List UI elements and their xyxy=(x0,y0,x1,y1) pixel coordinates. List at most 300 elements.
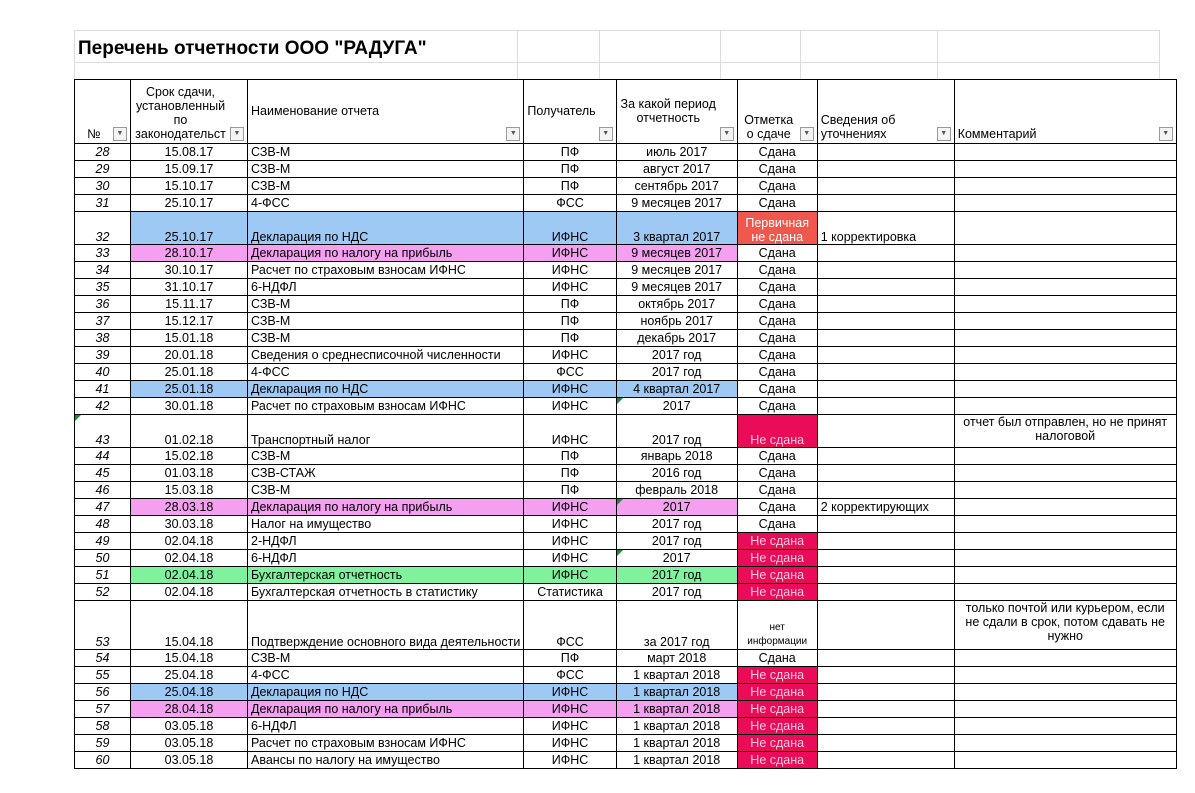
header-deadline xyxy=(131,80,248,144)
cell-period[interactable]: октябрь 2017 xyxy=(616,296,737,313)
filter-dropdown-icon[interactable]: ▼ xyxy=(720,127,734,141)
cell-comment[interactable] xyxy=(954,482,1176,499)
cell-name[interactable]: СЗВ-М xyxy=(248,178,524,195)
cell-clarify[interactable] xyxy=(817,550,954,567)
cell-comment[interactable] xyxy=(954,448,1176,465)
cell-comment[interactable] xyxy=(954,330,1176,347)
cell-name[interactable]: СЗВ-М xyxy=(248,482,524,499)
cell-date[interactable]: 02.04.18 xyxy=(131,567,248,584)
header-period xyxy=(616,80,737,144)
cell-name[interactable]: Декларация по налогу на прибыль xyxy=(248,245,524,262)
cell-date[interactable]: 28.10.17 xyxy=(131,245,248,262)
cell-comment[interactable] xyxy=(954,567,1176,584)
cell-recipient[interactable]: ИФНС xyxy=(524,245,616,262)
cell-recipient[interactable]: Статистика xyxy=(524,584,616,601)
cell-num[interactable]: 33 xyxy=(75,245,131,262)
cell-name[interactable]: 6-НДФЛ xyxy=(248,279,524,296)
cell-date[interactable]: 02.04.18 xyxy=(131,584,248,601)
cell-mark[interactable]: Сдана xyxy=(737,650,817,667)
cell-mark[interactable]: Сдана xyxy=(737,144,817,161)
cell-comment[interactable] xyxy=(954,178,1176,195)
cell-period[interactable]: 2017 год xyxy=(616,347,737,364)
cell-num[interactable]: 46 xyxy=(75,482,131,499)
cell-num[interactable]: 44 xyxy=(75,448,131,465)
cell-comment[interactable]: только почтой или курьером, если не сдали в срок, потом сдавать не нужно xyxy=(954,601,1176,650)
cell-comment[interactable] xyxy=(954,144,1176,161)
cell-recipient[interactable]: ПФ xyxy=(524,296,616,313)
cell-clarify[interactable] xyxy=(817,381,954,398)
cell-clarify[interactable] xyxy=(817,364,954,381)
cell-date[interactable]: 25.10.17 xyxy=(131,195,248,212)
cell-name[interactable]: Декларация по НДС xyxy=(248,212,524,245)
cell-comment[interactable] xyxy=(954,364,1176,381)
cell-num[interactable]: 45 xyxy=(75,465,131,482)
table-row xyxy=(75,245,1177,262)
cell-mark[interactable]: Сдана xyxy=(737,448,817,465)
cell-comment[interactable] xyxy=(954,262,1176,279)
cell-date[interactable]: 02.04.18 xyxy=(131,533,248,550)
cell-mark[interactable]: Сдана xyxy=(737,381,817,398)
header-recipient xyxy=(524,80,616,144)
cell-num[interactable]: 35 xyxy=(75,279,131,296)
filter-dropdown-icon[interactable]: ▼ xyxy=(599,127,613,141)
cell-comment[interactable] xyxy=(954,550,1176,567)
cell-recipient[interactable]: ИФНС xyxy=(524,684,616,701)
cell-period[interactable]: 2017 год xyxy=(616,364,737,381)
cell-name[interactable]: 4-ФСС xyxy=(248,364,524,381)
cell-mark[interactable]: Сдана xyxy=(737,398,817,415)
header-clarify-label: Сведения об уточнениях xyxy=(820,113,896,141)
cell-recipient[interactable]: ИФНС xyxy=(524,718,616,735)
filter-dropdown-icon[interactable]: ▼ xyxy=(506,127,520,141)
cell-comment[interactable] xyxy=(954,701,1176,718)
cell-date[interactable]: 25.10.17 xyxy=(131,212,248,245)
cell-date[interactable]: 15.11.17 xyxy=(131,296,248,313)
cell-comment[interactable]: отчет был отправлен, но не принят налоговой xyxy=(954,415,1176,448)
cell-date[interactable]: 30.10.17 xyxy=(131,262,248,279)
cell-num[interactable]: 48 xyxy=(75,516,131,533)
table-row xyxy=(75,144,1177,161)
cell-name[interactable]: Бухгалтерская отчетность в статистику xyxy=(248,584,524,601)
cell-clarify[interactable] xyxy=(817,448,954,465)
cell-recipient[interactable]: ИФНС xyxy=(524,262,616,279)
cell-comment[interactable] xyxy=(954,161,1176,178)
cell-mark[interactable]: Сдана xyxy=(737,516,817,533)
table-row xyxy=(75,601,1177,650)
cell-mark[interactable]: Не сдана xyxy=(737,718,817,735)
cell-period[interactable]: 2017 год xyxy=(616,567,737,584)
cell-mark[interactable]: Сдана xyxy=(737,347,817,364)
cell-mark[interactable]: Сдана xyxy=(737,161,817,178)
cell-recipient[interactable]: ИФНС xyxy=(524,701,616,718)
header-recipient-label: Получатель xyxy=(527,103,596,118)
cell-comment[interactable] xyxy=(954,650,1176,667)
cell-date[interactable]: 31.10.17 xyxy=(131,279,248,296)
cell-clarify[interactable] xyxy=(817,735,954,752)
filter-dropdown-icon[interactable]: ▼ xyxy=(113,127,127,141)
cell-date[interactable]: 15.09.17 xyxy=(131,161,248,178)
cell-date[interactable]: 25.01.18 xyxy=(131,381,248,398)
cell-num[interactable]: 57 xyxy=(75,701,131,718)
cell-clarify[interactable] xyxy=(817,567,954,584)
filter-dropdown-icon[interactable]: ▼ xyxy=(800,127,814,141)
cell-period[interactable]: 2017 год xyxy=(616,533,737,550)
header-period-label: За какой период отчетность xyxy=(620,96,716,125)
cell-recipient[interactable]: ИФНС xyxy=(524,516,616,533)
cell-comment[interactable] xyxy=(954,465,1176,482)
cell-period[interactable]: 1 квартал 2018 xyxy=(616,718,737,735)
cell-recipient[interactable]: ИФНС xyxy=(524,735,616,752)
cell-clarify[interactable] xyxy=(817,415,954,448)
cell-comment[interactable] xyxy=(954,347,1176,364)
cell-clarify[interactable] xyxy=(817,398,954,415)
cell-recipient[interactable]: ПФ xyxy=(524,482,616,499)
cell-mark[interactable]: Не сдана xyxy=(737,415,817,448)
filter-dropdown-icon[interactable]: ▼ xyxy=(1159,127,1173,141)
header-mark xyxy=(737,80,817,144)
cell-num[interactable]: 37 xyxy=(75,313,131,330)
cell-clarify[interactable] xyxy=(817,684,954,701)
cell-name[interactable]: Сведения о среднесписочной численности xyxy=(248,347,524,364)
cell-name[interactable]: СЗВ-М xyxy=(248,296,524,313)
cell-name[interactable]: Расчет по страховым взносам ИФНС xyxy=(248,262,524,279)
cell-mark[interactable]: Сдана xyxy=(737,330,817,347)
cell-mark[interactable]: Не сдана xyxy=(737,701,817,718)
cell-name[interactable]: СЗВ-М xyxy=(248,144,524,161)
cell-comment[interactable] xyxy=(954,533,1176,550)
cell-comment[interactable] xyxy=(954,245,1176,262)
cell-num[interactable]: 34 xyxy=(75,262,131,279)
cell-period[interactable]: 9 месяцев 2017 xyxy=(616,262,737,279)
cell-name[interactable]: СЗВ-СТАЖ xyxy=(248,465,524,482)
cell-period[interactable]: за 2017 год xyxy=(616,601,737,650)
cell-period[interactable]: 2017 год xyxy=(616,516,737,533)
cell-recipient[interactable]: ФСС xyxy=(524,195,616,212)
cell-period[interactable]: 2017 год xyxy=(616,415,737,448)
cell-clarify[interactable] xyxy=(817,465,954,482)
cell-date[interactable]: 15.04.18 xyxy=(131,601,248,650)
cell-mark[interactable]: Сдана xyxy=(737,364,817,381)
cell-num[interactable]: 55 xyxy=(75,667,131,684)
cell-comment[interactable] xyxy=(954,499,1176,516)
sort-filter-icon[interactable]: ▼ xyxy=(230,127,244,141)
cell-recipient[interactable]: ИФНС xyxy=(524,499,616,516)
cell-comment[interactable] xyxy=(954,313,1176,330)
cell-recipient[interactable]: ИФНС xyxy=(524,279,616,296)
cell-name[interactable]: СЗВ-М xyxy=(248,650,524,667)
cell-clarify[interactable] xyxy=(817,330,954,347)
cell-comment[interactable] xyxy=(954,279,1176,296)
cell-recipient[interactable]: ПФ xyxy=(524,465,616,482)
cell-num[interactable]: 59 xyxy=(75,735,131,752)
cell-date[interactable]: 15.02.18 xyxy=(131,448,248,465)
cell-period[interactable]: 9 месяцев 2017 xyxy=(616,245,737,262)
cell-period[interactable]: февраль 2018 xyxy=(616,482,737,499)
cell-comment[interactable] xyxy=(954,718,1176,735)
cell-clarify[interactable] xyxy=(817,482,954,499)
cell-num[interactable]: 52 xyxy=(75,584,131,601)
cell-recipient[interactable]: ИФНС xyxy=(524,347,616,364)
cell-clarify[interactable] xyxy=(817,516,954,533)
cell-comment[interactable] xyxy=(954,667,1176,684)
cell-num[interactable]: 50 xyxy=(75,550,131,567)
cell-period[interactable]: 9 месяцев 2017 xyxy=(616,195,737,212)
cell-mark[interactable]: Не сдана xyxy=(737,684,817,701)
cell-clarify[interactable] xyxy=(817,718,954,735)
cell-num[interactable]: 43 xyxy=(75,415,131,448)
cell-recipient[interactable]: ИФНС xyxy=(524,381,616,398)
cell-date[interactable]: 25.01.18 xyxy=(131,364,248,381)
cell-recipient[interactable]: ИФНС xyxy=(524,752,616,769)
cell-recipient[interactable]: ИФНС xyxy=(524,550,616,567)
cell-comment[interactable] xyxy=(954,735,1176,752)
cell-num[interactable]: 41 xyxy=(75,381,131,398)
gridline xyxy=(74,30,75,79)
cell-num[interactable]: 42 xyxy=(75,398,131,415)
cell-name[interactable]: Декларация по НДС xyxy=(248,684,524,701)
cell-mark[interactable]: Сдана xyxy=(737,313,817,330)
cell-name[interactable]: 4-ФСС xyxy=(248,667,524,684)
header-comment xyxy=(954,80,1176,144)
cell-name[interactable]: Транспортный налог xyxy=(248,415,524,448)
cell-date[interactable]: 15.10.17 xyxy=(131,178,248,195)
cell-name[interactable]: 6-НДФЛ xyxy=(248,718,524,735)
cell-date[interactable]: 15.08.17 xyxy=(131,144,248,161)
cell-period[interactable]: ноябрь 2017 xyxy=(616,313,737,330)
cell-num[interactable]: 36 xyxy=(75,296,131,313)
cell-clarify[interactable] xyxy=(817,178,954,195)
cell-date[interactable]: 28.04.18 xyxy=(131,701,248,718)
cell-recipient[interactable]: ФСС xyxy=(524,667,616,684)
cell-mark[interactable]: Сдана xyxy=(737,178,817,195)
cell-period[interactable]: 1 квартал 2018 xyxy=(616,684,737,701)
cell-period[interactable]: 1 квартал 2018 xyxy=(616,752,737,769)
cell-clarify[interactable] xyxy=(817,245,954,262)
cell-date[interactable]: 03.05.18 xyxy=(131,735,248,752)
cell-mark[interactable]: Сдана xyxy=(737,482,817,499)
header-num xyxy=(75,80,131,144)
cell-date[interactable]: 25.04.18 xyxy=(131,667,248,684)
cell-num[interactable]: 53 xyxy=(75,601,131,650)
cell-mark[interactable]: Сдана xyxy=(737,465,817,482)
cell-recipient[interactable]: ПФ xyxy=(524,650,616,667)
cell-name[interactable]: 6-НДФЛ xyxy=(248,550,524,567)
cell-mark[interactable]: Сдана xyxy=(737,195,817,212)
cell-comment[interactable] xyxy=(954,381,1176,398)
cell-num[interactable]: 39 xyxy=(75,347,131,364)
cell-period[interactable]: 2017 xyxy=(616,499,737,516)
cell-date[interactable]: 28.03.18 xyxy=(131,499,248,516)
cell-clarify[interactable] xyxy=(817,701,954,718)
cell-period[interactable]: январь 2018 xyxy=(616,448,737,465)
cell-name[interactable]: Декларация по НДС xyxy=(248,381,524,398)
cell-mark[interactable]: Не сдана xyxy=(737,550,817,567)
cell-recipient[interactable]: ИФНС xyxy=(524,415,616,448)
cell-mark[interactable]: Не сдана xyxy=(737,533,817,550)
cell-mark[interactable]: нет информации xyxy=(737,601,817,650)
cell-name[interactable]: СЗВ-М xyxy=(248,313,524,330)
cell-name[interactable]: Авансы по налогу на имущество xyxy=(248,752,524,769)
cell-name[interactable]: Подтверждение основного вида деятельности xyxy=(248,601,524,650)
header-deadline-label: Срок сдачи, установленный по законодательст xyxy=(135,85,226,141)
cell-period[interactable]: 2017 xyxy=(616,550,737,567)
cell-mark[interactable]: Не сдана xyxy=(737,735,817,752)
cell-clarify[interactable] xyxy=(817,195,954,212)
cell-recipient[interactable]: ПФ xyxy=(524,161,616,178)
cell-clarify[interactable]: 1 корректировка xyxy=(817,212,954,245)
cell-period[interactable]: 1 квартал 2018 xyxy=(616,667,737,684)
cell-clarify[interactable] xyxy=(817,752,954,769)
cell-comment[interactable] xyxy=(954,516,1176,533)
cell-comment[interactable] xyxy=(954,195,1176,212)
cell-clarify[interactable] xyxy=(817,667,954,684)
cell-clarify[interactable] xyxy=(817,533,954,550)
cell-mark[interactable]: Сдана xyxy=(737,279,817,296)
cell-name[interactable]: Расчет по страховым взносам ИФНС xyxy=(248,398,524,415)
cell-name[interactable]: Налог на имущество xyxy=(248,516,524,533)
cell-period[interactable]: 2017 год xyxy=(616,584,737,601)
cell-name[interactable]: Бухгалтерская отчетность xyxy=(248,567,524,584)
cell-comment[interactable] xyxy=(954,684,1176,701)
table-row xyxy=(75,161,1177,178)
cell-clarify[interactable] xyxy=(817,584,954,601)
cell-recipient[interactable]: ПФ xyxy=(524,144,616,161)
cell-period[interactable]: июль 2017 xyxy=(616,144,737,161)
cell-comment[interactable] xyxy=(954,212,1176,245)
cell-num[interactable]: 58 xyxy=(75,718,131,735)
cell-mark[interactable]: Сдана xyxy=(737,245,817,262)
cell-recipient[interactable]: ПФ xyxy=(524,178,616,195)
cell-recipient[interactable]: ИФНС xyxy=(524,212,616,245)
cell-date[interactable]: 15.03.18 xyxy=(131,482,248,499)
cell-period[interactable]: 2017 xyxy=(616,398,737,415)
cell-period[interactable]: 3 квартал 2017 xyxy=(616,212,737,245)
filter-dropdown-icon[interactable]: ▼ xyxy=(937,127,951,141)
cell-comment[interactable] xyxy=(954,584,1176,601)
cell-name[interactable]: СЗВ-М xyxy=(248,330,524,347)
cell-num[interactable]: 54 xyxy=(75,650,131,667)
cell-mark[interactable]: Не сдана xyxy=(737,752,817,769)
gridline xyxy=(720,30,721,79)
cell-num[interactable]: 38 xyxy=(75,330,131,347)
cell-clarify[interactable] xyxy=(817,347,954,364)
cell-comment[interactable] xyxy=(954,752,1176,769)
cell-period[interactable]: 9 месяцев 2017 xyxy=(616,279,737,296)
cell-period[interactable]: 1 квартал 2018 xyxy=(616,701,737,718)
cell-name[interactable]: Расчет по страховым взносам ИФНС xyxy=(248,735,524,752)
cell-name[interactable]: СЗВ-М xyxy=(248,448,524,465)
cell-date[interactable]: 30.01.18 xyxy=(131,398,248,415)
cell-num[interactable]: 49 xyxy=(75,533,131,550)
cell-comment[interactable] xyxy=(954,398,1176,415)
cell-mark[interactable]: Сдана xyxy=(737,296,817,313)
table-row xyxy=(75,533,1177,550)
cell-mark[interactable]: Не сдана xyxy=(737,584,817,601)
cell-num[interactable]: 32 xyxy=(75,212,131,245)
gridline xyxy=(599,30,600,79)
gridline xyxy=(74,30,1160,31)
cell-period[interactable]: 1 квартал 2018 xyxy=(616,735,737,752)
table-row xyxy=(75,516,1177,533)
cell-num[interactable]: 30 xyxy=(75,178,131,195)
cell-mark[interactable]: Сдана xyxy=(737,262,817,279)
table-row xyxy=(75,667,1177,684)
cell-num[interactable]: 60 xyxy=(75,752,131,769)
table-row xyxy=(75,499,1177,516)
table-row xyxy=(75,415,1177,448)
cell-date[interactable]: 03.05.18 xyxy=(131,752,248,769)
cell-recipient[interactable]: ФСС xyxy=(524,364,616,381)
cell-name[interactable]: 4-ФСС xyxy=(248,195,524,212)
cell-period[interactable]: декабрь 2017 xyxy=(616,330,737,347)
cell-date[interactable]: 03.05.18 xyxy=(131,718,248,735)
cell-date[interactable]: 02.04.18 xyxy=(131,550,248,567)
cell-num[interactable]: 29 xyxy=(75,161,131,178)
cell-date[interactable]: 25.04.18 xyxy=(131,684,248,701)
cell-comment[interactable] xyxy=(954,296,1176,313)
cell-clarify[interactable] xyxy=(817,296,954,313)
cell-num[interactable]: 31 xyxy=(75,195,131,212)
cell-period[interactable]: 4 квартал 2017 xyxy=(616,381,737,398)
cell-date[interactable]: 15.04.18 xyxy=(131,650,248,667)
cell-name[interactable]: 2-НДФЛ xyxy=(248,533,524,550)
cell-num[interactable]: 28 xyxy=(75,144,131,161)
cell-date[interactable]: 20.01.18 xyxy=(131,347,248,364)
cell-num[interactable]: 56 xyxy=(75,684,131,701)
cell-clarify[interactable] xyxy=(817,313,954,330)
cell-recipient[interactable]: ПФ xyxy=(524,448,616,465)
cell-recipient[interactable]: ИФНС xyxy=(524,567,616,584)
cell-recipient[interactable]: ФСС xyxy=(524,601,616,650)
header-clarify xyxy=(817,80,954,144)
cell-clarify[interactable] xyxy=(817,601,954,650)
cell-recipient[interactable]: ПФ xyxy=(524,313,616,330)
cell-name[interactable]: СЗВ-М xyxy=(248,161,524,178)
cell-clarify[interactable] xyxy=(817,144,954,161)
cell-date[interactable]: 01.03.18 xyxy=(131,465,248,482)
cell-period[interactable]: 2016 год xyxy=(616,465,737,482)
cell-recipient[interactable]: ИФНС xyxy=(524,533,616,550)
cell-date[interactable]: 15.01.18 xyxy=(131,330,248,347)
cell-date[interactable]: 15.12.17 xyxy=(131,313,248,330)
cell-mark[interactable]: Первичная не сдана xyxy=(737,212,817,245)
cell-clarify[interactable] xyxy=(817,161,954,178)
cell-clarify[interactable]: 2 корректирующих xyxy=(817,499,954,516)
cell-recipient[interactable]: ПФ xyxy=(524,330,616,347)
gridline xyxy=(1159,30,1160,79)
cell-num[interactable]: 40 xyxy=(75,364,131,381)
cell-clarify[interactable] xyxy=(817,262,954,279)
cell-period[interactable]: сентябрь 2017 xyxy=(616,178,737,195)
cell-date[interactable]: 01.02.18 xyxy=(131,415,248,448)
report-table xyxy=(74,79,1177,769)
cell-date[interactable]: 30.03.18 xyxy=(131,516,248,533)
table-row xyxy=(75,550,1177,567)
cell-name[interactable]: Декларация по налогу на прибыль xyxy=(248,701,524,718)
cell-mark[interactable]: Сдана xyxy=(737,499,817,516)
cell-recipient[interactable]: ИФНС xyxy=(524,398,616,415)
cell-num[interactable]: 47 xyxy=(75,499,131,516)
cell-clarify[interactable] xyxy=(817,279,954,296)
cell-num[interactable]: 51 xyxy=(75,567,131,584)
cell-name[interactable]: Декларация по налогу на прибыль xyxy=(248,499,524,516)
header-mark-label: Отметка о сдаче xyxy=(744,113,794,141)
cell-period[interactable]: август 2017 xyxy=(616,161,737,178)
cell-mark[interactable]: Не сдана xyxy=(737,567,817,584)
cell-period[interactable]: март 2018 xyxy=(616,650,737,667)
cell-mark[interactable]: Не сдана xyxy=(737,667,817,684)
cell-clarify[interactable] xyxy=(817,650,954,667)
